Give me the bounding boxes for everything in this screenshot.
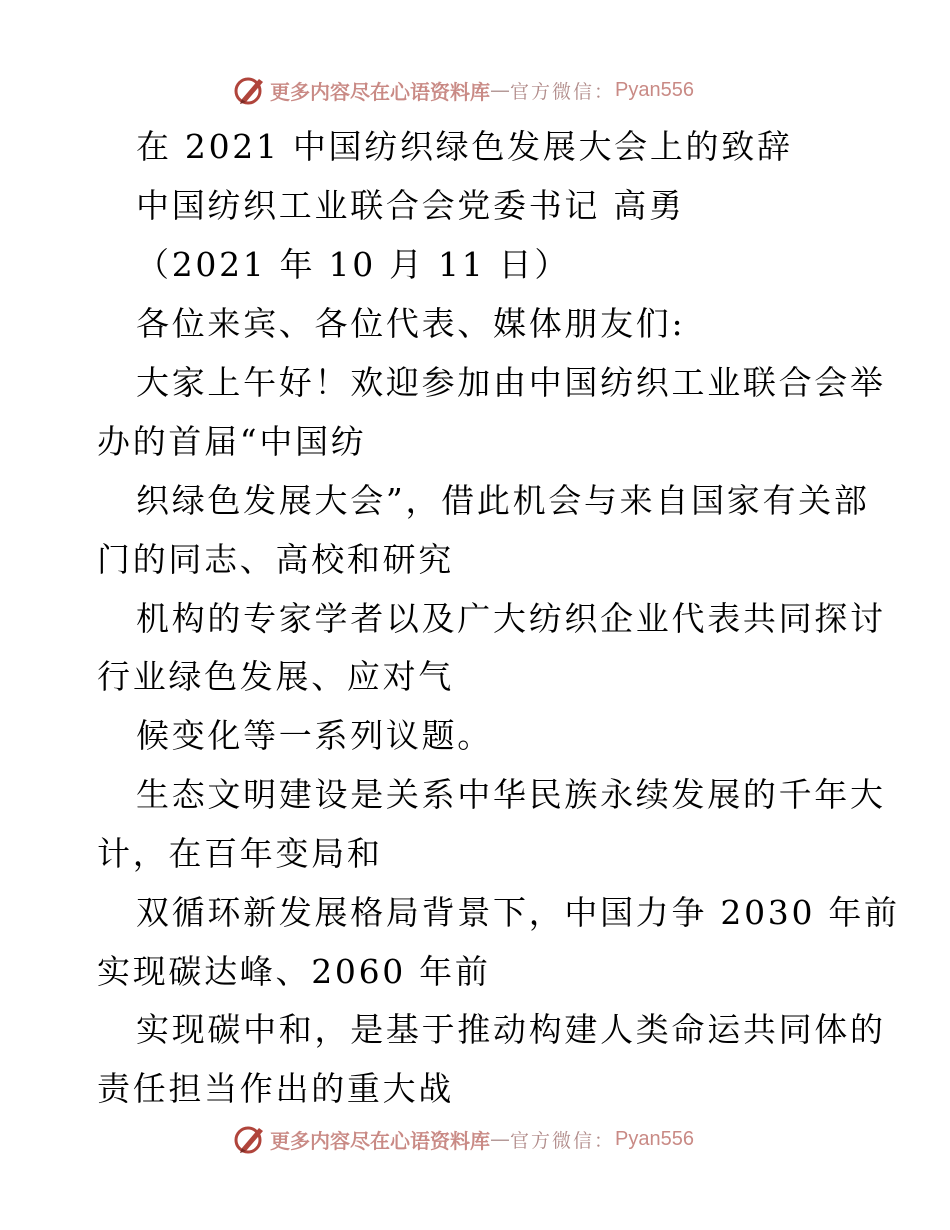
watermark-official-label: 官方微信： xyxy=(510,80,616,103)
paragraph-line: 实现碳达峰、2060 年前 xyxy=(97,952,491,991)
date-line: （2021 年 10 月 11 日） xyxy=(136,245,571,284)
paragraph-line: 行业绿色发展、应对气 xyxy=(97,657,454,696)
salutation-line: 各位来宾、各位代表、媒体朋友们: xyxy=(136,304,686,343)
watermark-dash: — xyxy=(490,1127,510,1151)
pen-circle-logo-icon xyxy=(232,73,266,107)
speech-title: 在 2021 中国纺织绿色发展大会上的致辞 xyxy=(136,127,793,166)
watermark-main-text: 更多内容尽在心语资料库 xyxy=(270,79,490,104)
paragraph-line: 实现碳中和，是基于推动构建人类命运共同体的 xyxy=(136,1010,886,1049)
watermark-dash: — xyxy=(490,78,510,102)
paragraph-line: 双循环新发展格局背景下，中国力争 2030 年前 xyxy=(136,893,900,932)
paragraph-line: 生态文明建设是关系中华民族永续发展的千年大 xyxy=(136,775,886,814)
speaker-line: 中国纺织工业联合会党委书记 高勇 xyxy=(136,186,685,225)
watermark-official-label: 官方微信： xyxy=(510,1129,616,1152)
paragraph-line: 责任担当作出的重大战 xyxy=(97,1069,454,1108)
pen-circle-logo-icon xyxy=(232,1122,266,1156)
watermark-wechat-id: Pyan556 xyxy=(615,78,694,101)
paragraph-line: 机构的专家学者以及广大纺织企业代表共同探讨 xyxy=(136,599,886,638)
watermark-main-text: 更多内容尽在心语资料库 xyxy=(270,1128,490,1153)
paragraph-line: 计，在百年变局和 xyxy=(97,834,383,873)
paragraph-line: 候变化等一系列议题。 xyxy=(136,716,493,755)
watermark-header xyxy=(232,72,694,108)
paragraph-line: 大家上午好！欢迎参加由中国纺织工业联合会举 xyxy=(136,363,886,402)
watermark-wechat-id: Pyan556 xyxy=(615,1127,694,1150)
watermark-footer xyxy=(232,1121,694,1157)
paragraph-line: 门的同志、高校和研究 xyxy=(97,540,454,579)
paragraph-line: 织绿色发展大会”，借此机会与来自国家有关部 xyxy=(136,481,870,520)
paragraph-line: 办的首届“中国纺 xyxy=(97,422,367,461)
